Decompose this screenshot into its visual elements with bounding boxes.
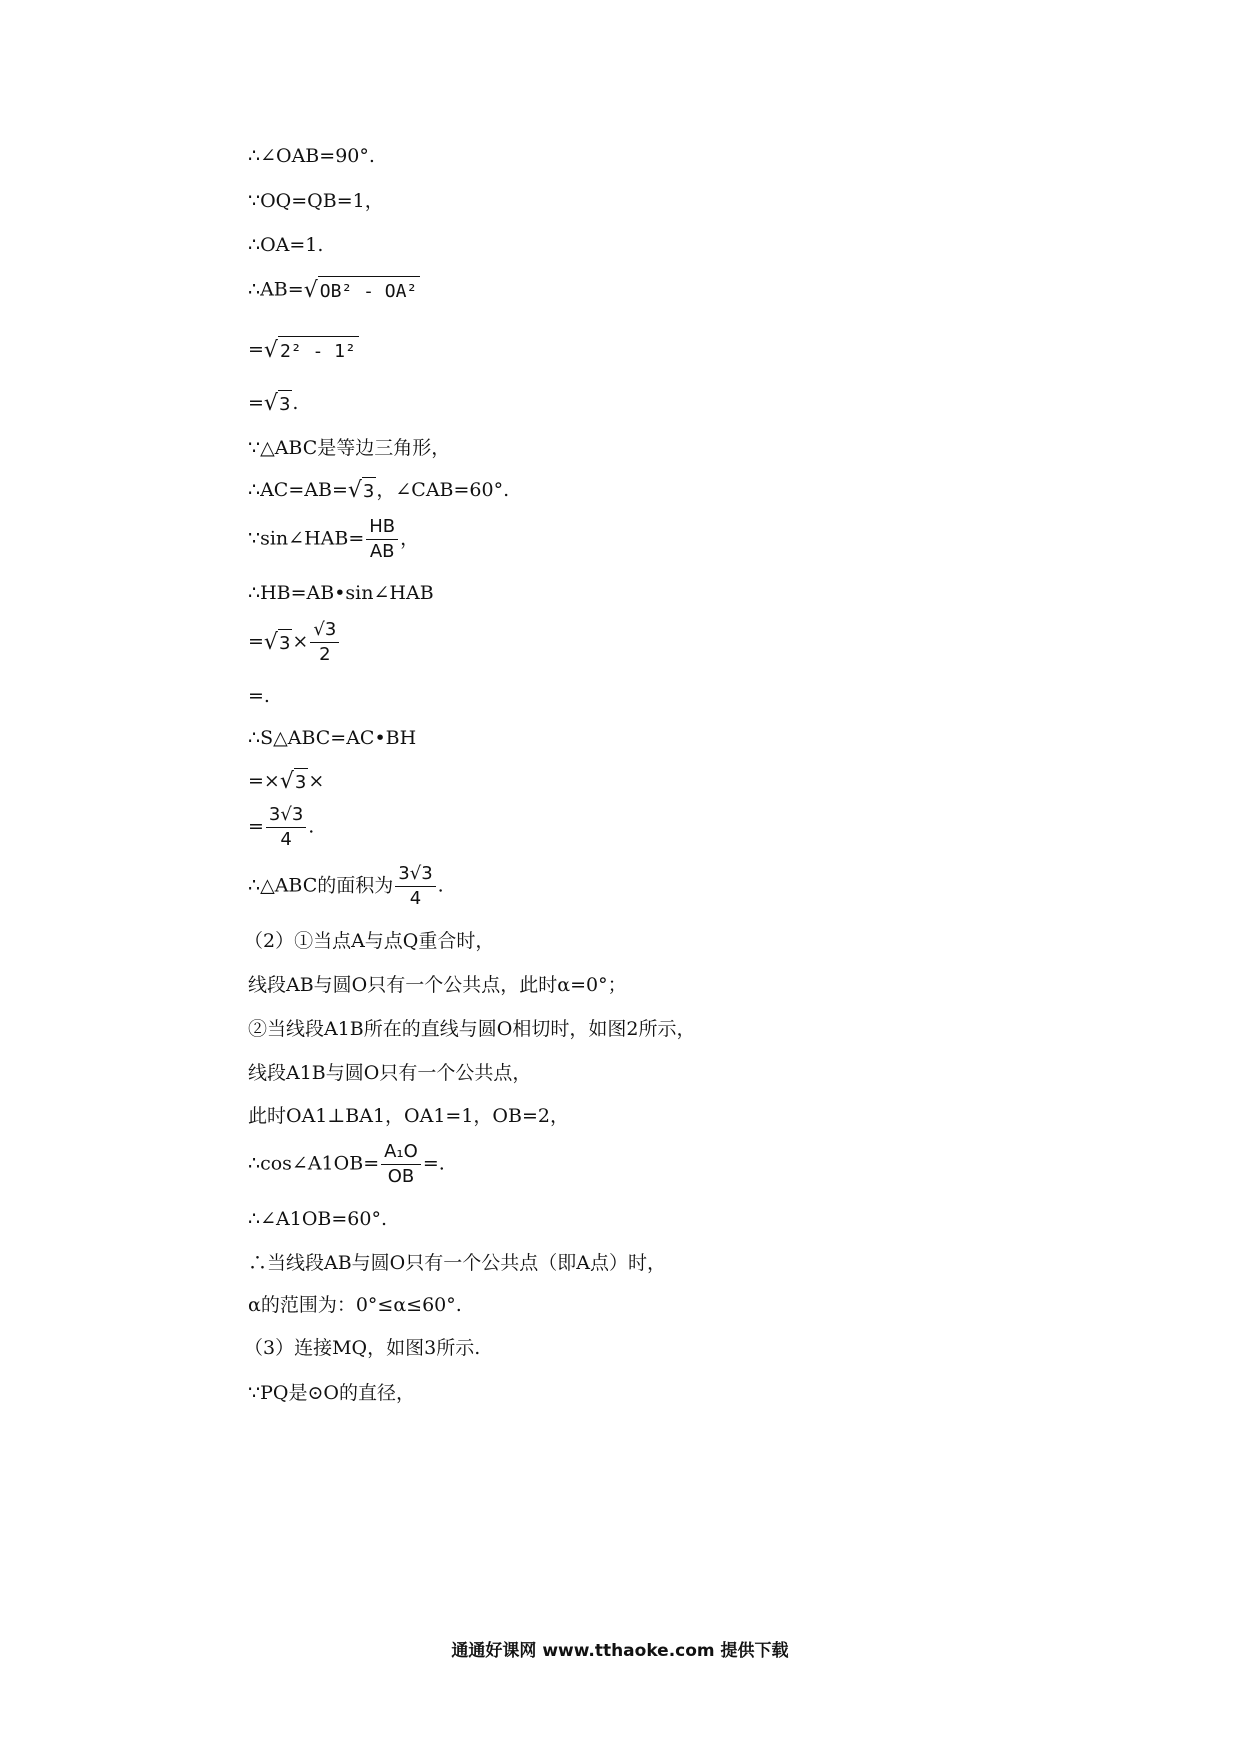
solution-line: = $\frac{3√3}{4}$ . — [248, 804, 315, 850]
radical-expression: √3 — [263, 391, 291, 416]
solution-line: ∴△ABC的面积为 $\frac{3√3}{4}$ . — [248, 863, 444, 909]
fraction: $\frac{3√3}{4}$ — [266, 803, 306, 852]
solution-line: （3）连接MQ，如图3所示. — [244, 1337, 481, 1359]
solution-line: ∴AC=AB=√3 ，∠CAB=60°. — [248, 478, 510, 503]
solution-line: ∴AB=√ OB² - OA² — [248, 276, 420, 305]
solution-line: =√3 . — [248, 391, 299, 416]
solution-line: 线段AB与圆O只有一个公共点，此时α=0°； — [248, 974, 627, 996]
fraction: $\frac{\text{A₁O}}{OB}$ — [381, 1140, 421, 1189]
solution-line: =×√3 × — [248, 769, 325, 794]
radical-expression: √ OB² - OA² — [304, 276, 421, 305]
fraction: $\frac{3√3}{4}$ — [395, 862, 435, 911]
page-footer: 通通好课网 www.tthaoke.com 提供下载 — [451, 1641, 789, 1661]
solution-line: ∴∠OAB=90°. — [248, 145, 375, 167]
solution-line: （2）①当点A与点Q重合时， — [244, 930, 495, 952]
radical-expression: √3 — [279, 769, 307, 794]
fraction: $\frac{HB}{AB}$ — [366, 515, 398, 564]
solution-line: =√3 × $\frac{√3}{2}$ — [248, 618, 341, 667]
solution-line: ∵OQ=QB=1， — [248, 190, 384, 212]
radical-expression: √3 — [347, 478, 375, 503]
solution-line: =. — [248, 685, 270, 707]
solution-line: ②当线段A1B所在的直线与圆O相切时，如图2所示， — [248, 1018, 696, 1040]
solution-line: ∴S△ABC=AC•BH — [248, 727, 417, 749]
solution-line: ∴OA=1. — [248, 234, 324, 256]
solution-line: ∵sin∠HAB= $\frac{HB}{AB}$ ， — [248, 516, 420, 562]
fraction: $\frac{√3}{2}$ — [310, 618, 339, 667]
solution-line: ∴HB=AB•sin∠HAB — [248, 582, 434, 604]
solution-line: ∴cos∠A1OB= $\frac{\text{A₁O}}{OB}$ =. — [248, 1141, 445, 1187]
solution-line: 此时OA1⊥BA1，OA1=1，OB=2， — [248, 1105, 569, 1127]
solution-line: ∴当线段AB与圆O只有一个公共点（即A点）时， — [248, 1252, 666, 1274]
solution-line: ∵PQ是⊙O的直径， — [248, 1382, 415, 1404]
solution-line: =√ 2² - 1² — [248, 336, 359, 365]
fraction-numerator: √3 — [310, 618, 339, 643]
radical-expression: √3 — [263, 629, 291, 655]
solution-line: α的范围为：0°≤α≤60°. — [248, 1294, 462, 1316]
radical-expression: √ 2² - 1² — [264, 336, 359, 365]
solution-line: 线段A1B与圆O只有一个公共点， — [248, 1062, 532, 1084]
solution-line: ∵△ABC是等边三角形， — [248, 437, 451, 459]
solution-line: ∴∠A1OB=60°. — [248, 1208, 387, 1230]
